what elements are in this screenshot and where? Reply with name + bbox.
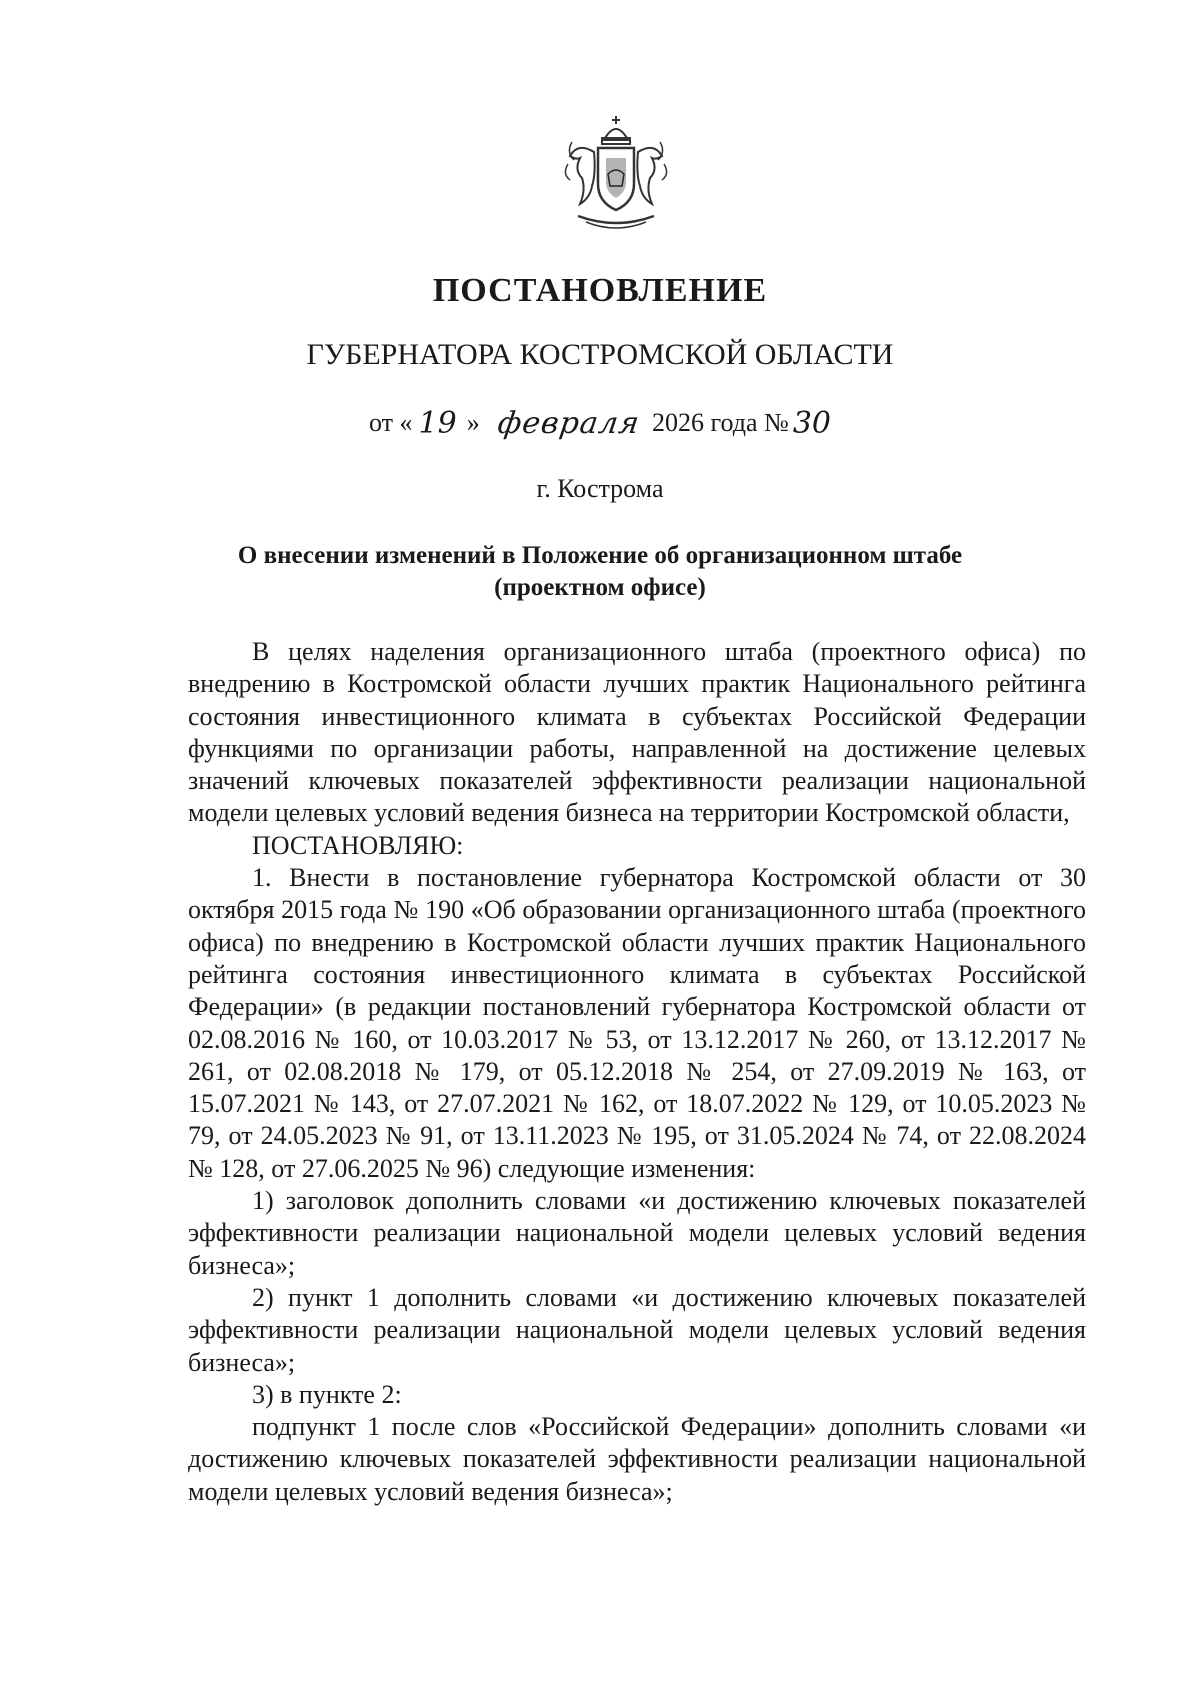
document-date-line	[0, 406, 1200, 441]
document-type-title: ПОСТАНОВЛЕНИЕ	[432, 272, 768, 309]
date-year-text: 2026 года №	[651, 408, 789, 437]
document-body	[188, 636, 1086, 1508]
date-quote-close: »	[466, 408, 480, 437]
document-subject	[150, 540, 1050, 604]
issuing-authority: ГУБЕРНАТОРА КОСТРОМСКОЙ ОБЛАСТИ	[306, 338, 894, 371]
date-day: 19	[418, 406, 457, 441]
subject-line-2: (проектном офисе)	[494, 574, 706, 601]
body-paragraph: 1. Внести в постановление губернатора Костромской области от 30 октября 2015 года № 190 «Об образовании организационного штаба (проектного офиса) по внедрению в Костромской области лучших практик Национального рейтинга состояния инвестиционного климата в субъектах Российской Федерации» (в редакции постановлений губернатора Костромской области от 02.08.2016 № 160, от 10.03.2017 № 53, от 13.12.2017 № 260, от 13.12.2017 № 261, от 02.08.2018 № 179, от 05.12.2018 № 254, от 27.09.2019 № 163, от 15.07.2021 № 143, от 27.07.2021 № 162, от 18.07.2022 № 129, от 10.05.2023 № 79, от 24.05.2023 № 91, от 13.11.2023 № 195, от 31.05.2024 № 74, от 22.08.2024 № 128, от 27.06.2025 № 96) следующие изменения:	[188, 863, 1086, 1183]
date-month: февраля	[495, 406, 642, 441]
body-paragraph: 2) пункт 1 дополнить словами «и достижению ключевых показателей эффективности реализации национальной модели целевых условий ведения бизнеса»;	[188, 1282, 1086, 1377]
coat-of-arms-icon	[556, 112, 676, 237]
subject-line-1: О внесении изменений в Положение об организационном штабе	[237, 542, 963, 569]
body-paragraph: 3) в пункте 2:	[252, 1379, 402, 1409]
date-prefix: от «	[368, 408, 413, 437]
document-number: 30	[792, 406, 831, 441]
city-name: г. Кострома	[536, 474, 664, 503]
body-paragraph: В целях наделения организационного штаба (проектного офиса) по внедрению в Костромской области лучших практик Национального рейтинга состояния инвестиционного климата в субъектах Российской Федерации функциями по организации работы, направленной на достижение целевых значений ключевых показателей эффективности реализации национальной модели целевых условий ведения бизнеса на территории Костромской области,	[188, 637, 1086, 828]
body-paragraph: подпункт 1 после слов «Российской Федерации» дополнить словами «и достижению ключевых показателей эффективности реализации национальной модели целевых условий ведения бизнеса»;	[188, 1412, 1086, 1506]
body-paragraph: 1) заголовок дополнить словами «и достижению ключевых показателей эффективности реализации национальной модели целевых условий ведения бизнеса»;	[188, 1186, 1086, 1280]
body-paragraph: ПОСТАНОВЛЯЮ:	[252, 830, 464, 860]
